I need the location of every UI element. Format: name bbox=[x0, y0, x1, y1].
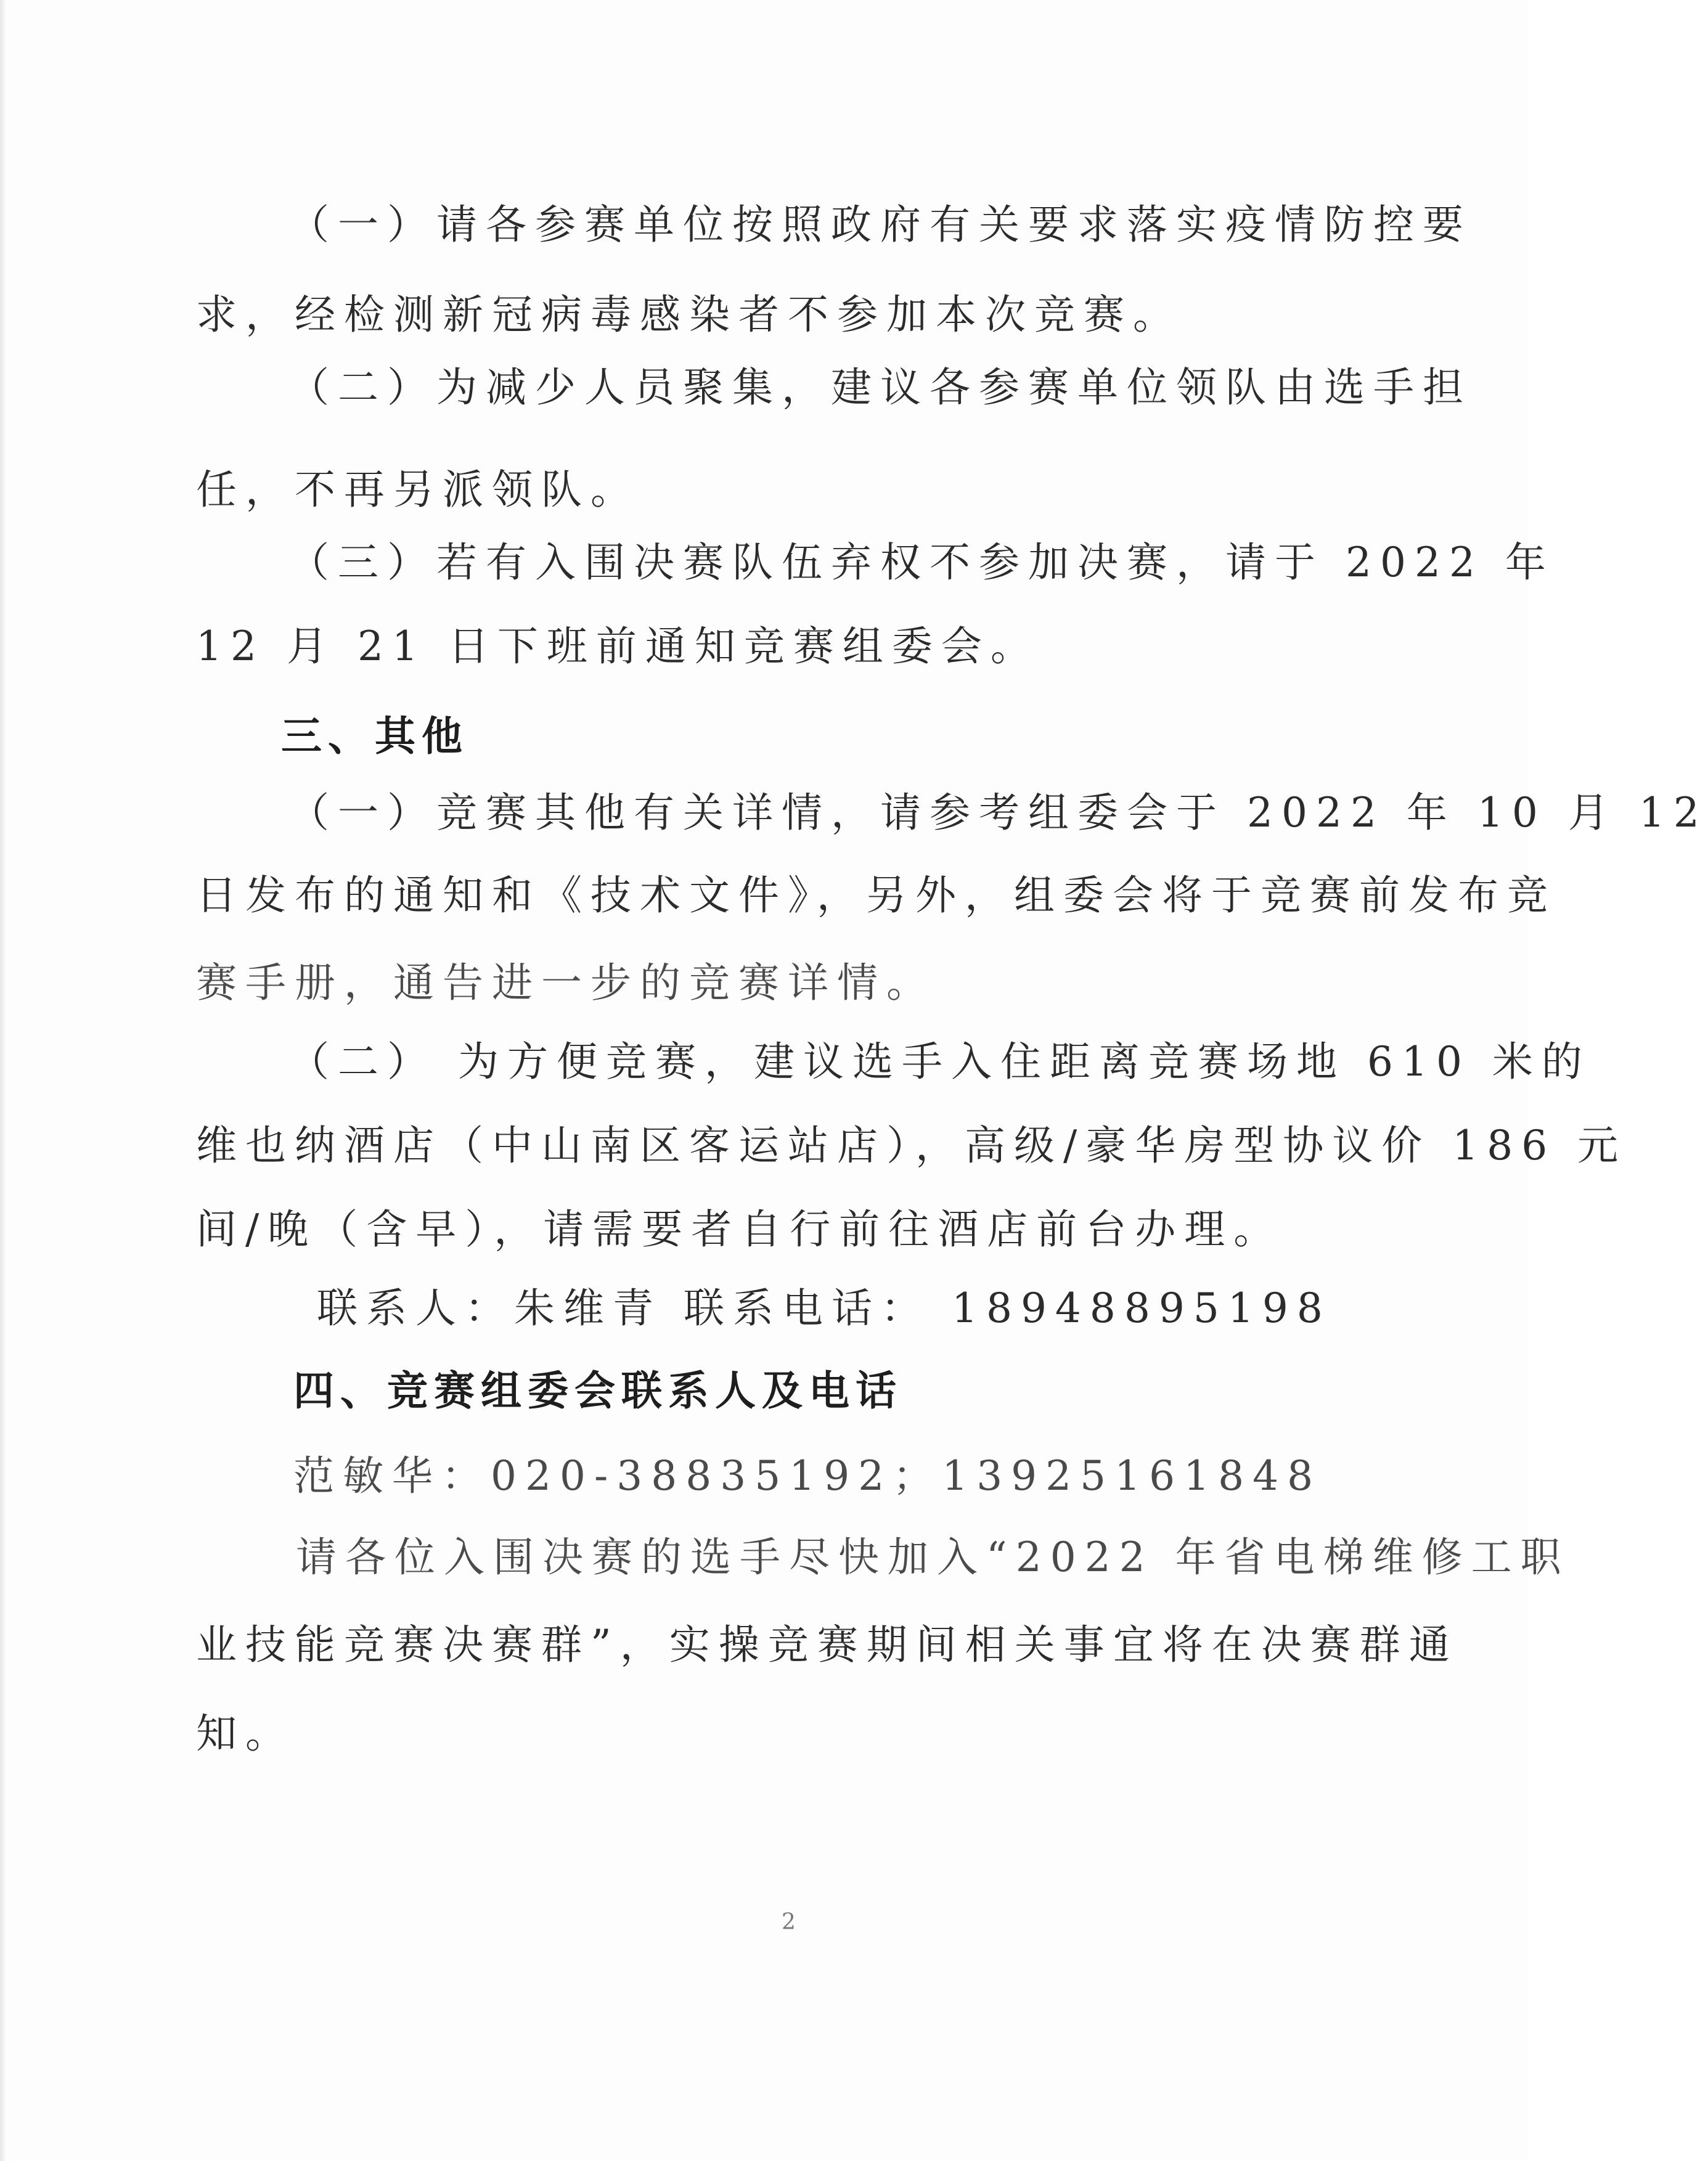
paragraph-line: 任，不再另派领队。 bbox=[196, 466, 640, 513]
paragraph-line: 日发布的通知和《技术文件》，另外，组委会将于竞赛前发布竞 bbox=[196, 872, 1556, 919]
committee-contact-line: 范敏华：020-38835192；13925161848 bbox=[293, 1452, 1322, 1500]
page-number: 2 bbox=[782, 1910, 796, 1935]
scan-edge bbox=[0, 0, 6, 2161]
paragraph-line: 间/晚（含早），请需要者自行前往酒店前台办理。 bbox=[196, 1206, 1283, 1253]
paragraph-line: （一）请各参赛单位按照政府有关要求落实疫情防控要 bbox=[288, 201, 1472, 248]
section-heading-committee: 四、竞赛组委会联系人及电话 bbox=[293, 1367, 902, 1415]
paragraph-line: （二）为减少人员聚集，建议各参赛单位领队由选手担 bbox=[288, 364, 1472, 411]
paragraph-line: 业技能竞赛决赛群”，实操竞赛期间相关事宜将在决赛群通 bbox=[196, 1621, 1458, 1669]
hotel-contact-line: 联系人：朱维青 联系电话： 18948895198 bbox=[317, 1285, 1331, 1332]
paragraph-line: （一）竞赛其他有关详情，请参考组委会于 2022 年 10 月 12 bbox=[288, 789, 1708, 836]
paragraph-line: （二） 为方便竞赛，建议选手入住距离竞赛场地 610 米的 bbox=[288, 1038, 1591, 1085]
section-heading-other: 三、其他 bbox=[281, 713, 468, 760]
paragraph-line: （三）若有入围决赛队伍弃权不参加决赛，请于 2022 年 bbox=[288, 539, 1555, 586]
paragraph-line: 知。 bbox=[196, 1710, 295, 1757]
paragraph-line: 12 月 21 日下班前通知竞赛组委会。 bbox=[196, 623, 1040, 670]
paragraph-line: 请各位入围决赛的选手尽快加入“2022 年省电梯维修工职 bbox=[296, 1534, 1570, 1581]
paragraph-line: 赛手册，通告进一步的竞赛详情。 bbox=[196, 959, 936, 1007]
paragraph-line: 维也纳酒店（中山南区客运站店），高级/豪华房型协议价 186 元 bbox=[196, 1122, 1627, 1169]
paragraph-line: 求，经检测新冠病毒感染者不参加本次竞赛。 bbox=[196, 291, 1182, 338]
